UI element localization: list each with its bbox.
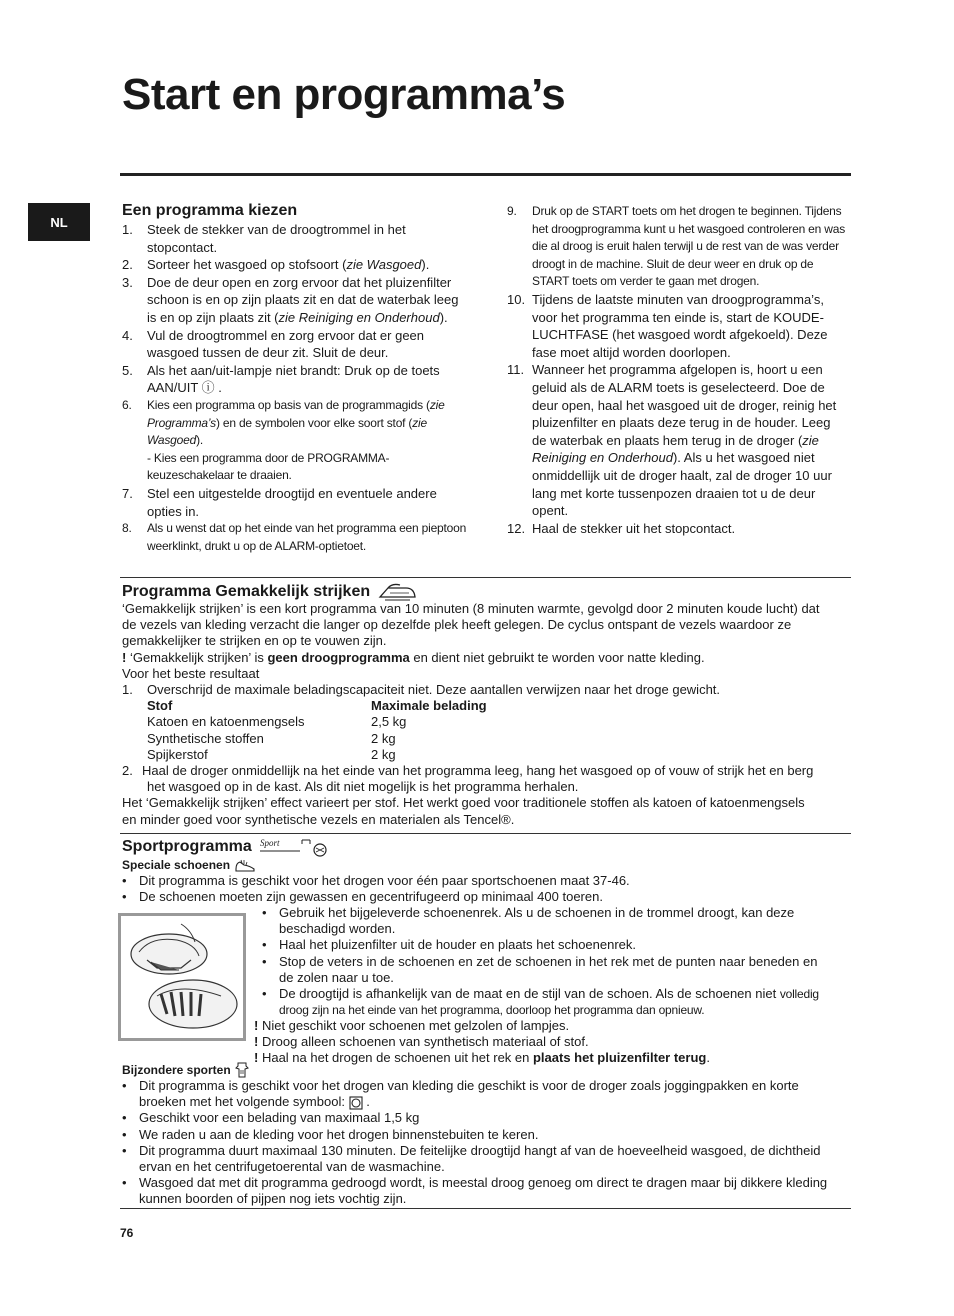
cross-reference: zie Reiniging en Onderhoud bbox=[532, 432, 819, 466]
shoes-warning-1 bbox=[254, 1018, 834, 1034]
left-step-2 bbox=[122, 256, 467, 274]
right-step-4 bbox=[507, 520, 845, 538]
step-number: 8. bbox=[122, 521, 132, 536]
best-result-label: Voor het beste resultaat bbox=[122, 665, 260, 681]
left-step-6 bbox=[122, 397, 467, 485]
bullet-mark: • bbox=[122, 1175, 127, 1191]
bullet-mark: • bbox=[262, 953, 267, 969]
shoes-bullet-2 bbox=[122, 889, 822, 905]
sports-heading: Bijzondere sporten bbox=[122, 1063, 231, 1077]
table-row bbox=[147, 731, 487, 747]
warning-mark: ! bbox=[254, 1018, 259, 1033]
step-text bbox=[532, 362, 836, 518]
sports-bullet-1 bbox=[122, 1078, 832, 1110]
section-heading-easy-iron: Programma Gemakkelijk strijken bbox=[122, 583, 371, 600]
cross-reference: zie Wasgoed bbox=[147, 415, 427, 448]
bullet-mark: • bbox=[122, 873, 127, 888]
step-text bbox=[532, 204, 845, 288]
left-step-3 bbox=[122, 274, 467, 327]
bullet-text: We raden u aan de kleding voor het drogen binnenstebuiten te keren. bbox=[139, 1126, 539, 1142]
right-step-1 bbox=[507, 203, 845, 291]
step-number: 12. bbox=[507, 520, 526, 536]
section-heading-sport-row bbox=[122, 836, 336, 858]
step-number: 9. bbox=[507, 204, 517, 218]
shoes-warnings bbox=[254, 1018, 834, 1067]
shoes-bullet-1 bbox=[122, 873, 822, 889]
section-divider bbox=[120, 833, 851, 834]
tumble-dry-symbol-icon bbox=[349, 1096, 363, 1110]
section-divider bbox=[120, 577, 851, 578]
fabric-cell: Synthetische stoffen bbox=[147, 730, 264, 746]
text-run: ). bbox=[439, 309, 448, 325]
easy-iron-content bbox=[122, 601, 822, 828]
left-step-7 bbox=[122, 485, 467, 520]
warning-mark: ! bbox=[254, 1050, 259, 1066]
shoes-instruction-1 bbox=[262, 905, 832, 937]
warning-post: . bbox=[706, 1050, 710, 1066]
step-text bbox=[147, 363, 440, 396]
bullet-text: Dit programma is geschikt voor het drogen voor één paar sportschoenen maat 37-46. bbox=[139, 873, 630, 888]
cross-reference: zie Wasgoed bbox=[346, 257, 422, 273]
shoes-instruction-2 bbox=[262, 937, 832, 953]
text-run: Tijdens de laatste minuten van droogprogramma’s, voor het programma ten einde is, start de KOUDE- LUCHTFASE (het wasgoed wordt afgekoeld). Deze fase moet altijd worden doorlopen. bbox=[532, 291, 828, 360]
load-cell: 2,5 kg bbox=[371, 714, 407, 730]
bullet-mark: • bbox=[122, 1110, 127, 1126]
warning-mark: ! bbox=[122, 649, 127, 665]
step-extra: - Kies een programma door de PROGRAMMA-keuzeschakelaar te draaien. bbox=[147, 450, 390, 483]
step-text bbox=[147, 398, 445, 447]
bullet-mark: • bbox=[122, 1142, 127, 1158]
warning-text: Droog alleen schoenen van synthetisch materiaal of stof. bbox=[258, 1034, 589, 1050]
bullet-text: Dit programma duurt maximaal 130 minuten. De feitelijke droogtijd hangt af van de hoeveelheid wasgoed, de dichtheid ervan en het centrifugetoerental van de wasmachine. bbox=[139, 1142, 821, 1175]
section-heading-choose-program: Een programma kiezen bbox=[122, 202, 298, 219]
title-rule bbox=[120, 173, 851, 176]
warning-text: Niet geschikt voor schoenen met gelzolen of lampjes. bbox=[258, 1018, 570, 1033]
easy-iron-closing: Het ‘Gemakkelijk strijken’ effect varieert per stof. Het werkt goed voor traditionele stoffen als katoen of katoenmengsels en minder goed voor synthetische vezels en materialen als Tencel®. bbox=[122, 795, 805, 827]
easy-iron-step-1: 1. Overschrijd de maximale beladingscapaciteit niet. Deze aantallen verwijzen naar het droge gewicht. bbox=[122, 682, 721, 698]
shoe-rack-drawing bbox=[121, 916, 243, 1038]
right-step-2 bbox=[507, 291, 845, 361]
step-number: 1. bbox=[122, 222, 133, 237]
bullet-mark: • bbox=[262, 937, 267, 953]
bullet-text-post: . bbox=[362, 1094, 370, 1110]
load-cell: 2 kg bbox=[371, 730, 396, 746]
step-number: 4. bbox=[122, 327, 133, 343]
text-run: Kies een programma op basis van de programmagids ( bbox=[147, 397, 430, 412]
warning-bold: plaats het pluizenfilter terug bbox=[532, 1050, 707, 1066]
text-run: Steek de stekker van de droogtrommel in het stopcontact. bbox=[147, 222, 406, 255]
text-run: ). bbox=[421, 257, 430, 273]
bullet-text: Geschikt voor een belading van maximaal 1,5 kg bbox=[139, 1110, 420, 1126]
step-number: 7. bbox=[122, 485, 133, 501]
sportswear-icon bbox=[234, 1062, 250, 1078]
shoes-heading-row bbox=[122, 857, 256, 873]
step-text bbox=[147, 328, 424, 361]
bullet-text: Haal het pluizenfilter uit de houder en plaats het schoenenrek. bbox=[279, 937, 637, 953]
section-heading-sport: Sportprogramma bbox=[122, 838, 252, 855]
step-number: 2. bbox=[122, 257, 133, 273]
step-number: 5. bbox=[122, 362, 133, 378]
cross-reference: zie Reiniging en Onderhoud bbox=[278, 309, 440, 325]
step-text bbox=[147, 257, 429, 272]
bullet-text: De droogtijd is afhankelijk van de maat en de stijl van de schoen. Als de schoenen niet bbox=[279, 986, 780, 1002]
easy-iron-step-2: 2. Haal de droger onmiddellijk na het einde van het programma leeg, hang het wasgoed op of vouw of strijk het en berg het wasgoed op in de kast. Als dit niet mogelijk is het programma herhalen. bbox=[122, 763, 814, 795]
left-step-5 bbox=[122, 362, 467, 397]
section-heading-easy-iron-row bbox=[122, 582, 418, 602]
step-number: 11. bbox=[507, 362, 525, 378]
step-text bbox=[532, 521, 735, 536]
text-run: ). bbox=[196, 433, 204, 448]
sports-bullet-3 bbox=[122, 1127, 832, 1143]
bullet-text: De schoenen moeten zijn gewassen en gecentrifugeerd op minimaal 400 toeren. bbox=[139, 889, 603, 905]
cross-reference: zie Programma’s bbox=[147, 397, 445, 430]
shoe-icon bbox=[234, 857, 256, 873]
text-run: Druk op de START toets om het drogen te beginnen. Tijdens het droogprogramma kunt u het wasgoed controleren en was die al droog is eruit halen terwijl u de rest van de was verder droogt in de machine. Sluit de deur weer en druk op de START toets om verder te gaan met drogen. bbox=[532, 204, 845, 289]
step-number: 10. bbox=[507, 291, 526, 307]
easy-iron-warning: ! ‘Gemakkelijk strijken’ is geen droogprogramma en dient niet gebruikt te worden voor natte kleding. bbox=[122, 649, 705, 665]
sports-bullet-5 bbox=[122, 1175, 832, 1207]
steps-left-column bbox=[122, 221, 467, 555]
text-run: Stel een uitgestelde droogtijd en eventuele andere opties in. bbox=[147, 485, 437, 519]
bullet-mark: • bbox=[262, 986, 267, 1002]
bullet-text: Stop de veters in de schoenen en zet de schoenen in het rek met de punten naar beneden en de zolen naar u toe. bbox=[279, 953, 818, 985]
sports-heading-row bbox=[122, 1062, 250, 1078]
shoes-instruction-3 bbox=[262, 954, 832, 986]
table-header-fabric: Stof bbox=[147, 698, 173, 714]
bullet-mark: • bbox=[122, 1078, 127, 1093]
steps-right-column bbox=[507, 203, 845, 537]
page-number: 76 bbox=[120, 1226, 134, 1240]
step-text bbox=[147, 275, 458, 325]
table-row bbox=[147, 714, 487, 730]
step-number: 6. bbox=[122, 397, 132, 412]
language-tab: NL bbox=[28, 203, 90, 241]
right-step-3 bbox=[507, 361, 845, 519]
bottom-rule bbox=[120, 1208, 851, 1209]
page-title: Start en programma’s bbox=[122, 70, 566, 119]
table-row bbox=[147, 747, 487, 763]
shoe-rack-illustration bbox=[118, 913, 246, 1041]
text-run: Vul de droogtrommel en zorg ervoor dat er geen wasgoed tussen de deur zit. Sluit de deur. bbox=[147, 327, 425, 361]
text-run: ). Als u het wasgoed niet onmiddellijk uit de droger haalt, zal de droger 10 uur lang met korte tussenpozen draaien tot u de deur opent. bbox=[532, 450, 832, 519]
shoes-bullets bbox=[122, 873, 822, 905]
shoes-warning-2 bbox=[254, 1034, 834, 1050]
step-text bbox=[147, 486, 437, 519]
text-run: Wanneer het programma afgelopen is, hoort u een geluid als de ALARM toets is geselecteerd. Doe de deur open, haal het wasgoed uit de droger, reinig het pluizenfilter en plaats deze terug in de houder. Leeg de waterbak en plaats hem terug in de droger ( bbox=[532, 362, 837, 448]
fabric-cell: Katoen en katoenmengsels bbox=[147, 714, 305, 730]
step-text bbox=[147, 222, 406, 255]
left-step-4 bbox=[122, 327, 467, 362]
text-run: Als het aan/uit-lampje niet brandt: Druk op de toets AAN/UIT bbox=[147, 362, 440, 396]
text-run: Als u wenst dat op het einde van het programma een pieptoon weerklinkt, drukt u op de ALARM-optietoet. bbox=[147, 521, 467, 553]
table-header-max-load: Maximale belading bbox=[371, 698, 487, 714]
bullet-text: Dit programma is geschikt voor het drogen van kleding die geschikt is voor de droger zoals joggingpakken en korte broeken met het volgende symbool: bbox=[139, 1078, 799, 1110]
shoes-warning-3 bbox=[254, 1050, 834, 1066]
step-text bbox=[532, 292, 828, 360]
step-number: 3. bbox=[122, 274, 133, 290]
bullet-text: Gebruik het bijgeleverde schoenenrek. Als u de schoenen in de trommel droogt, kan deze beschadigd worden. bbox=[279, 905, 795, 937]
sport-icon-text: Sport bbox=[259, 838, 280, 848]
warning-text: Haal na het drogen de schoenen uit het rek en bbox=[258, 1050, 533, 1066]
text-run: ⓘ bbox=[201, 380, 215, 396]
text-run: Haal de stekker uit het stopcontact. bbox=[532, 520, 736, 536]
text-run: ) en de symbolen voor elke soort stof ( bbox=[215, 415, 413, 430]
shoes-instruction-4 bbox=[262, 986, 832, 1018]
text-run: Doe de deur open en zorg ervoor dat het pluizenfilter schoon is en op zijn plaats zit en dat de waterbak leeg is en op zijn plaats zit ( bbox=[147, 274, 459, 325]
easy-iron-intro: ‘Gemakkelijk strijken’ is een kort programma van 10 minuten (8 minuten warmte, gevolgd door 2 minuten koude lucht) dat de vezels van kleding verzacht die langer op dezelfde plek heeft gelegen. De cyclus ontspant de vezels waardoor ze gemakkelijker te strijken en op te vouwen zijn. bbox=[122, 601, 820, 649]
iron-icon bbox=[376, 582, 418, 602]
fabric-cell: Spijkerstof bbox=[147, 746, 208, 762]
sports-bullets bbox=[122, 1078, 832, 1208]
bullet-mark: • bbox=[122, 1126, 127, 1142]
bullet-mark: • bbox=[262, 905, 267, 920]
bullet-text: Wasgoed dat met dit programma gedroogd wordt, is meestal droog genoeg om direct te dragen maar bij dikkere kleding kunnen boorden of pijpen nog iets vochtig zijn. bbox=[139, 1175, 828, 1207]
left-step-8 bbox=[122, 520, 467, 555]
load-cell: 2 kg bbox=[371, 746, 396, 762]
sport-program-icon bbox=[258, 836, 336, 858]
text-run: . bbox=[214, 380, 222, 396]
load-table bbox=[147, 698, 487, 763]
left-step-1 bbox=[122, 221, 467, 256]
shoes-instructions bbox=[262, 905, 832, 1018]
bullet-mark: • bbox=[122, 889, 127, 905]
step-text bbox=[147, 521, 466, 553]
shoes-heading: Speciale schoenen bbox=[122, 858, 231, 872]
warning-mark: ! bbox=[254, 1034, 259, 1050]
sports-bullet-2 bbox=[122, 1110, 832, 1126]
sports-bullet-4 bbox=[122, 1143, 832, 1175]
text-run: Sorteer het wasgoed op stofsoort ( bbox=[147, 257, 347, 273]
bullet-text-cont: volledig droog zijn na het einde van het programma, doorloop het programma dan opnieuw. bbox=[279, 987, 819, 1018]
